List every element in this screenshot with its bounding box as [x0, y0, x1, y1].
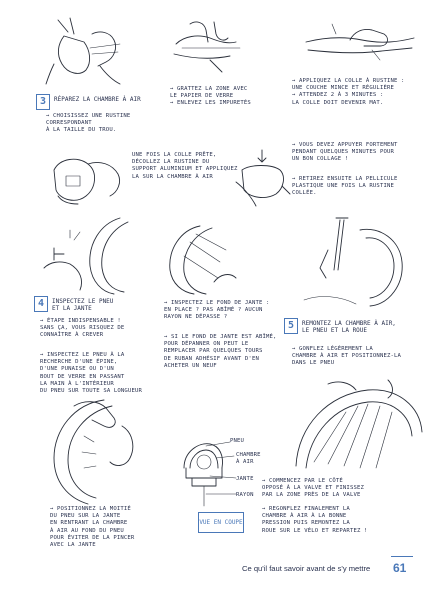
label-rayon: RAYON: [236, 492, 254, 498]
page-number: 61: [393, 561, 407, 575]
pressing-patch-illustration: [232, 148, 292, 208]
step-number: 3: [36, 94, 50, 110]
note-fond-jante: → INSPECTEZ LE FOND DE JANTE : EN PLACE ? PAS ABÎMÉ ? AUCUN RAYON NE DÉPASSE ?: [164, 300, 270, 321]
label-pneu: PNEU: [230, 438, 245, 444]
cross-section-caption: VUE EN COUPE: [198, 512, 244, 533]
note-retirez: → RETIREZ ENSUITE LA PELLICULE PLASTIQUE UNE FOIS LA RUSTINE COLLÉE.: [292, 176, 398, 197]
step-number: 4: [34, 296, 48, 312]
note-choisissez: → CHOISISSEZ UNE RUSTINE CORRESPONDANT À LA TAILLE DU TROU.: [46, 113, 131, 134]
rim-tape-illustration: [160, 222, 240, 296]
note-gonflez: → GONFLEZ LÉGÈREMENT LA CHAMBRE À AIR ET POSITIONNEZ-LA DANS LE PNEU: [292, 346, 402, 367]
step-number: 5: [284, 318, 298, 334]
note-appliquez: → APPLIQUEZ LA COLLE À RUSTINE : UNE COUCHE MINCE ET RÉGULIÈRE → ATTENDEZ 2 À 3 MINUTES : LA COLLE DOIT DEVENIR MAT.: [292, 78, 405, 106]
applying-glue-illustration: [302, 20, 422, 70]
step-title: REMONTEZ LA CHAMBRE À AIR, LE PNEU ET LA ROUE: [302, 320, 396, 335]
step-4-heading: [34, 296, 113, 313]
step-5-heading: [284, 318, 396, 335]
note-une-fois: UNE FOIS LA COLLE PRÊTE, DÉCOLLEZ LA RUSTINE DU SUPPORT ALUMINIUM ET APPLIQUEZ LA SUR LA CHAMBRE À AIR: [132, 152, 238, 180]
patch-application-illustration: [48, 150, 128, 206]
inflating-tube-illustration: [300, 210, 410, 314]
step-title: RÉPAREZ LA CHAMBRE À AIR: [54, 96, 141, 103]
note-regonflez: → REGONFLEZ FINALEMENT LA CHAMBRE À AIR À LA BONNE PRESSION PUIS REMONTEZ LA ROUE SUR LE VÉLO ET REPARTEZ !: [262, 506, 368, 534]
diagram-leader-lines: [204, 440, 238, 500]
tire-inspection-hand-illustration: [40, 214, 132, 296]
note-inspectez-pneu: → INSPECTEZ LE PNEU À LA RECHERCHE D'UNE ÉPINE, D'UNE PUNAISE OU D'UN BOUT DE VERRE EN PASSANT LA MAIN À L'INTÉRIEUR DU PNEU SUR TOUTE SA LONGUEUR: [40, 352, 143, 395]
mounting-tire-hands-illustration: [44, 396, 144, 506]
label-jante: JANTE: [236, 476, 254, 482]
step-3-heading: [36, 94, 141, 110]
note-si-abime: → SI LE FOND DE JANTE EST ABÎMÉ, POUR DÉPANNER ON PEUT LE REMPLACER PAR QUELQUES TOURS DE RUBAN ADHÉSIF AVANT D'EN ACHETER UN NEUF: [164, 334, 277, 369]
note-etape: → ÉTAPE INDISPENSABLE ! SANS ÇA, VOUS RISQUEZ DE CONNAÎTRE À CREVER: [40, 318, 125, 339]
sanding-hands-illustration: [40, 14, 130, 86]
page-number-rule: [391, 556, 413, 557]
step-title: INSPECTEZ LE PNEU ET LA JANTE: [52, 298, 114, 313]
running-footer: Ce qu'il faut savoir avant de s'y mettre: [242, 564, 371, 573]
scraping-hands-illustration: [170, 14, 250, 74]
note-gratter: → GRATTEZ LA ZONE AVEC LE PAPIER DE VERRE → ENLEVEZ LES IMPURETÉS: [170, 86, 251, 107]
note-commencez: → COMMENCEZ PAR LE CÔTÉ OPPOSÉ À LA VALVE ET FINISSEZ PAR LA ZONE PRÈS DE LA VALVE: [262, 478, 365, 499]
note-vous-devez: → VOUS DEVEZ APPUYER FORTEMENT PENDANT QUELQUES MINUTES POUR UN BON COLLAGE !: [292, 142, 398, 163]
label-chambre: CHAMBRE À AIR: [236, 452, 261, 466]
note-positionnez: → POSITIONNEZ LA MOITIÉ DU PNEU SUR LA JANTE EN RENTRANT LA CHAMBRE À AIR AU FOND DU PNEU POUR ÉVITER DE LA PINCER AVEC LA JANTE: [50, 506, 135, 549]
wheel-tire-illustration: [288, 376, 428, 476]
